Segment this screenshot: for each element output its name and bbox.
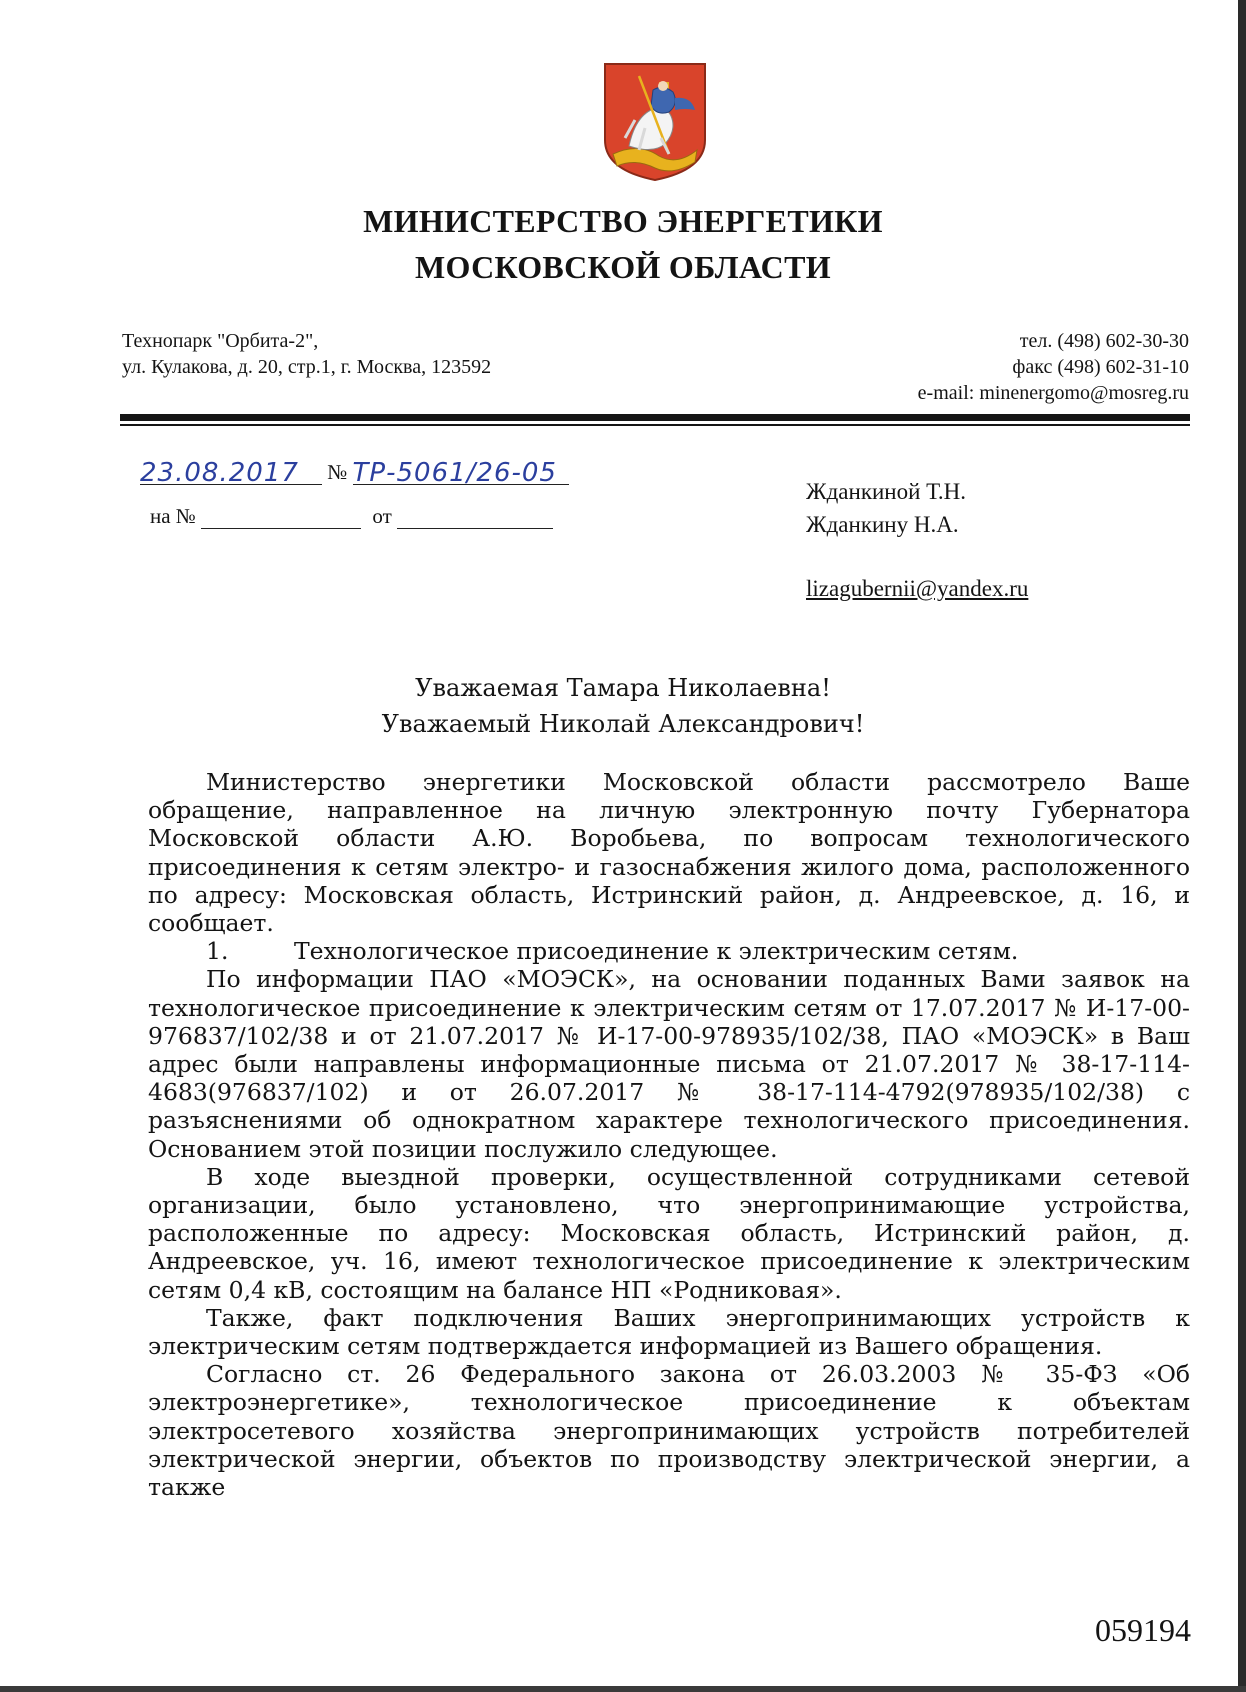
- header-divider-thin: [120, 424, 1190, 426]
- ref-date-blank: [397, 506, 553, 529]
- fax: факс (498) 602-31-10: [1012, 356, 1189, 378]
- address-line2: ул. Кулакова, д. 20, стр.1, г. Москва, 123592: [122, 356, 492, 378]
- paragraph-1: Министерство энергетики Московской области рассмотрело Ваше обращение, направленное на личную электронную почту Губернатора Московской области А.Ю. Воробьева, по вопросам технологического присоединения к сетям электро- и газоснабжения жилого дома, расположенного по адресу: Московская область, Истринский район, д. Андреевское, д. 16, и сообщает.: [148, 768, 1190, 938]
- header-divider-thick: [120, 414, 1190, 421]
- paragraph-2: По информации ПАО «МОЭСК», на основании поданных Вами заявок на технологическое присоединение к электрическим сетям от 17.07.2017 № И-17-00-976837/102/38 и от 21.07.2017 № И-17-00-978935/102/38, ПАО «МОЭСК» в Ваш адрес были направлены информационные письма от 21.07.2017 № 38-17-114-4683(976837/102) и от 26.07.2017 № 38-17-114-4792(978935/102/38) с разъяснениями об однократном характере технологического присоединения. Основанием этой позиции послужило следующее.: [148, 965, 1190, 1163]
- letter-body: [148, 768, 1190, 1501]
- item-1: [148, 937, 1190, 965]
- document-serial-number: 059194: [1095, 1612, 1191, 1648]
- ref-label: на №: [150, 504, 196, 528]
- reference-line: [150, 504, 553, 529]
- phone: тел. (498) 602-30-30: [1019, 330, 1189, 352]
- ministry-title-line1: МИНИСТЕРСТВО ЭНЕРГЕТИКИ: [363, 203, 883, 239]
- item-1-number: 1.: [206, 937, 229, 966]
- from-label: от: [372, 504, 392, 528]
- scan-bottom-shadow: [0, 1686, 1246, 1692]
- registration-date: 23.08.2017: [140, 458, 299, 488]
- registration-line: [140, 458, 569, 488]
- salutation: [0, 670, 1246, 742]
- salutation-line1: Уважаемая Тамара Николаевна!: [415, 674, 831, 702]
- recipient-email-link[interactable]: lizagubernii@yandex.ru: [806, 576, 1029, 601]
- ministry-title: [0, 198, 1246, 290]
- recipient-line1: Жданкиной Т.Н.: [806, 479, 967, 504]
- number-label: №: [327, 460, 348, 484]
- ref-number-blank: [201, 506, 361, 529]
- item-1-title: Технологическое присоединение к электрическим сетям.: [294, 937, 1019, 966]
- moscow-oblast-coat-of-arms: [599, 58, 711, 184]
- registration-number-field: [352, 458, 569, 488]
- address-line1: Технопарк "Орбита-2",: [122, 330, 319, 352]
- registration-number: ТР-5061/26-05: [352, 458, 557, 488]
- paragraph-3: В ходе выездной проверки, осуществленной сотрудниками сетевой организации, было установлено, что энергопринимающие устройства, расположенные по адресу: Московская область, Истринский район, д. Андреевское, уч. 16, имеют технологическое присоединение к электрическим сетям 0,4 кВ, состоящим на балансе НП «Родниковая».: [148, 1162, 1190, 1304]
- ministry-address: [122, 328, 491, 380]
- ministry-title-line2: МОСКОВСКОЙ ОБЛАСТИ: [415, 249, 831, 285]
- paragraph-4: Также, факт подключения Ваших энергопринимающих устройств к электрическим сетям подтверждается информацией из Вашего обращения.: [148, 1303, 1190, 1361]
- salutation-line2: Уважаемый Николай Александрович!: [381, 710, 865, 738]
- recipient-line2: Жданкину Н.А.: [806, 512, 959, 537]
- ministry-contacts: [918, 328, 1189, 406]
- registration-date-field: [140, 458, 322, 488]
- paragraph-5: Согласно ст. 26 Федерального закона от 26.03.2003 № 35-ФЗ «Об электроэнергетике», технологическое присоединение к объектам электросетевого хозяйства энергопринимающих устройств потребителей электрической энергии, объектов по производству электрической энергии, а также: [148, 1360, 1190, 1502]
- ministry-email: e-mail: minenergomo@mosreg.ru: [917, 382, 1189, 404]
